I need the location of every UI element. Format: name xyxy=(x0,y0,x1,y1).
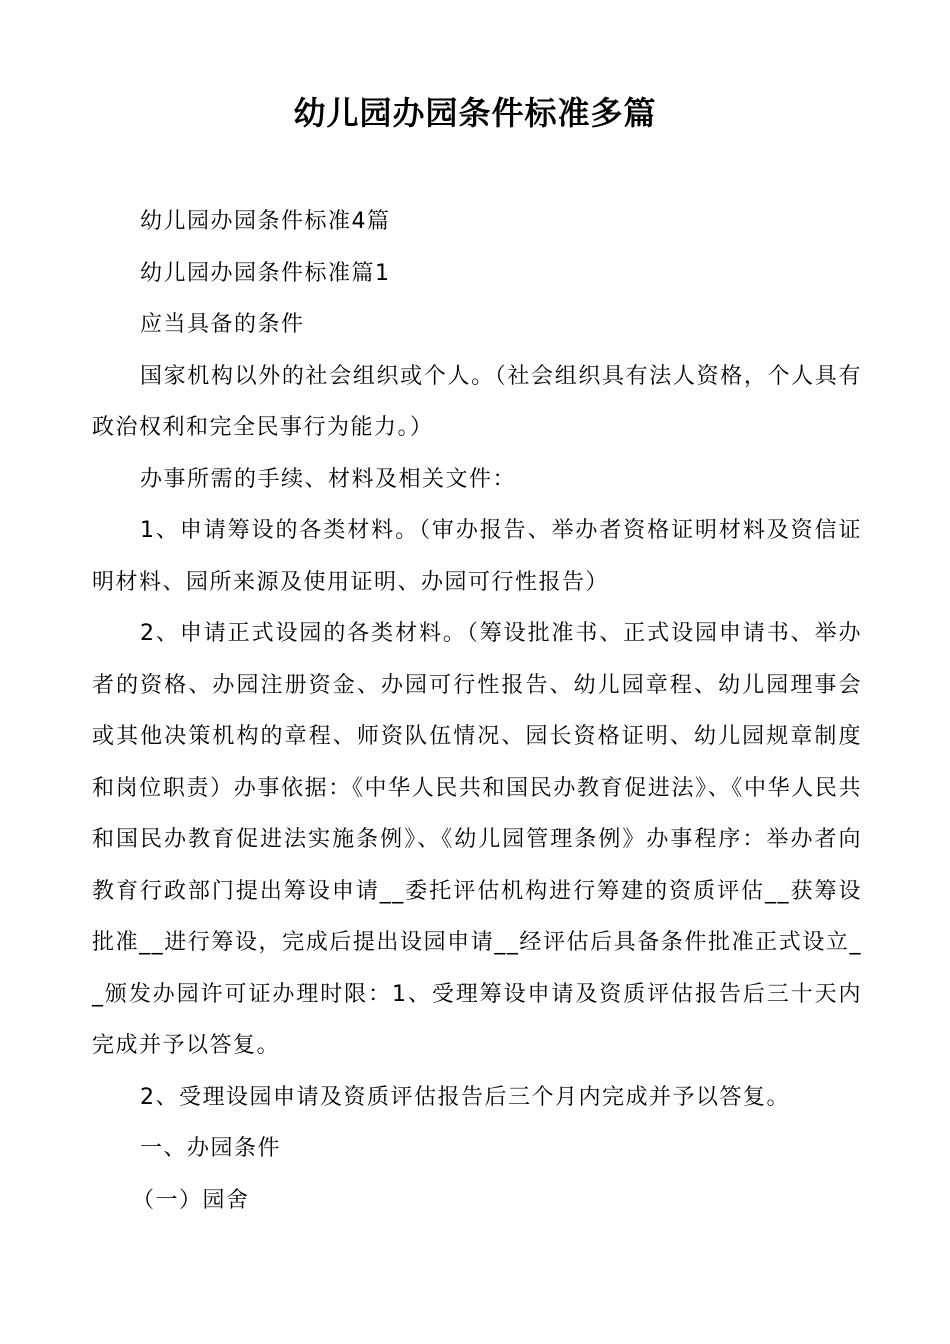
document-body xyxy=(92,196,862,1226)
paragraph: 2、申请正式设园的各类材料。（筹设批准书、正式设园申请书、举办者的资格、办园注册资金、办园可行性报告、幼儿园章程、幼儿园理事会或其他决策机构的章程、师资队伍情况、园长资格证明、幼儿园规章制度和岗位职责）办事依据：《中华人民共和国民办教育促进法》、《中华人民共和国民办教育促进法实施条例》、《幼儿园管理条例》办事程序：举办者向教育行政部门提出筹设申请__委托评估机构进行筹建的资质评估__获筹设批准__进行筹设，完成后提出设园申请__经评估后具备条件批准正式设立__颁发办园许可证办理时限：1、受理筹设申请及资质评估报告后三十天内完成并予以答复。 xyxy=(92,621,862,1058)
paragraph: 2、受理设园申请及资质评估报告后三个月内完成并予以答复。 xyxy=(140,1084,790,1110)
paragraph: 幼儿园办园条件标准4篇 xyxy=(140,209,391,234)
paragraph: 应当具备的条件 xyxy=(140,312,305,337)
paragraph: （一）园舍 xyxy=(132,1187,250,1213)
paragraph: 一、办园条件 xyxy=(140,1136,282,1161)
paragraph: 1、申请筹设的各类材料。（审办报告、举办者资格证明材料及资信证明材料、园所来源及使用证明、办园可行性报告） xyxy=(92,518,862,595)
paragraph: 国家机构以外的社会组织或个人。（社会组织具有法人资格，个人具有政治权利和完全民事行为能力。） xyxy=(92,363,862,440)
paragraph: 幼儿园办园条件标准篇1 xyxy=(140,260,391,286)
paragraph: 办事所需的手续、材料及相关文件： xyxy=(140,466,517,492)
document-title: 幼儿园办园条件标准多篇 xyxy=(293,94,657,132)
